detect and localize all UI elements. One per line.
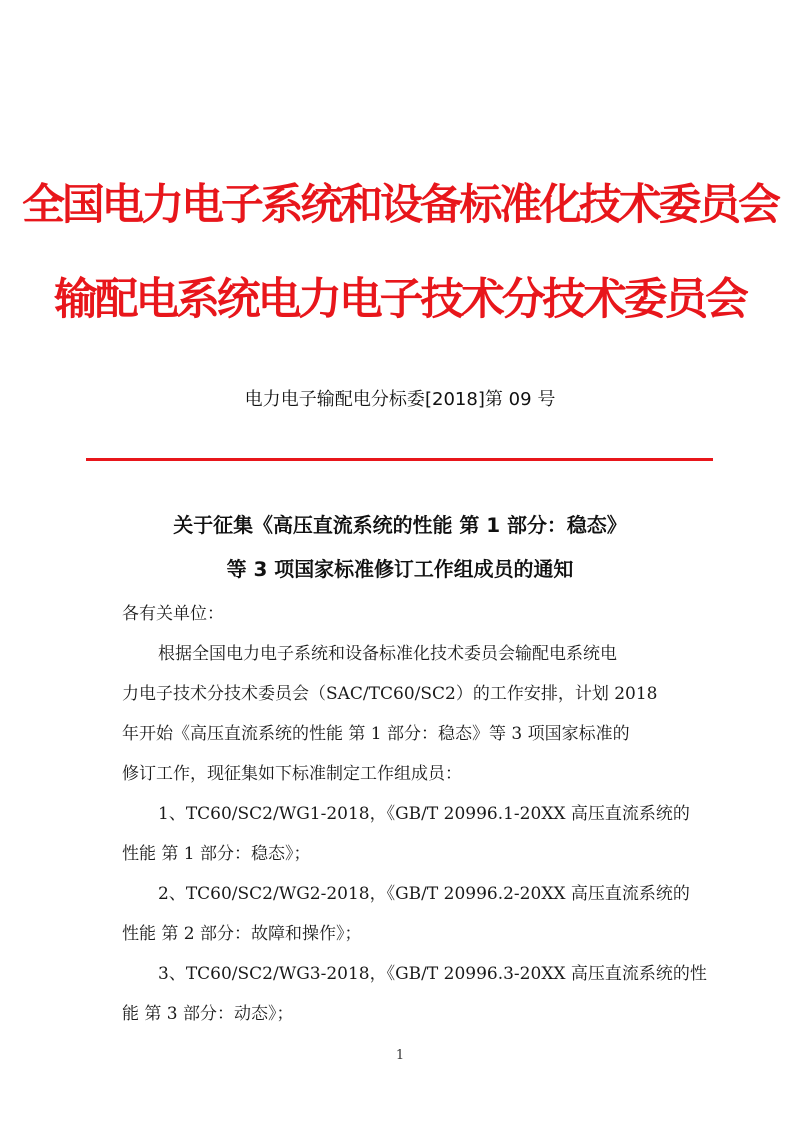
list-item-2-line-2: 性能 第 2 部分：故障和操作》； xyxy=(122,924,362,944)
list-item-3-line-1: 3、TC60/SC2/WG3-2018，《GB/T 20996.3-20XX 高压直流系统的性 xyxy=(158,964,707,984)
notice-title-line-1: 关于征集《高压直流系统的性能 第 1 部分：稳态》 xyxy=(173,513,627,537)
list-item-1-line-2: 性能 第 1 部分：稳态》； xyxy=(122,844,311,864)
notice-title-line-2: 等 3 项国家标准修订工作组成员的通知 xyxy=(226,557,574,581)
list-item-3-line-2: 能 第 3 部分：动态》； xyxy=(122,1004,294,1024)
document-number: 电力电子输配电分标委[2018]第 09 号 xyxy=(244,389,556,410)
list-item-1-line-1: 1、TC60/SC2/WG1-2018，《GB/T 20996.1-20XX 高压直流系统的 xyxy=(158,804,690,824)
red-divider-line xyxy=(86,458,713,461)
letterhead-line-1: 全国电力电子系统和设备标准化技术委员会 xyxy=(22,180,778,230)
list-item-2-line-1: 2、TC60/SC2/WG2-2018，《GB/T 20996.2-20XX 高压直流系统的 xyxy=(158,884,690,904)
page-number: 1 xyxy=(395,1048,405,1063)
paragraph-line: 根据全国电力电子系统和设备标准化技术委员会输配电系统电 xyxy=(158,644,617,664)
salutation: 各有关单位： xyxy=(122,604,224,624)
letterhead-line-2: 输配电系统电力电子技术分技术委员会 xyxy=(54,274,746,325)
paragraph-line: 力电子技术分技术委员会（SAC/TC60/SC2）的工作安排，计划 2018 xyxy=(122,684,658,704)
paragraph-line: 年开始《高压直流系统的性能 第 1 部分：稳态》等 3 项国家标准的 xyxy=(122,724,630,744)
paragraph-line: 修订工作，现征集如下标准制定工作组成员： xyxy=(122,764,462,784)
